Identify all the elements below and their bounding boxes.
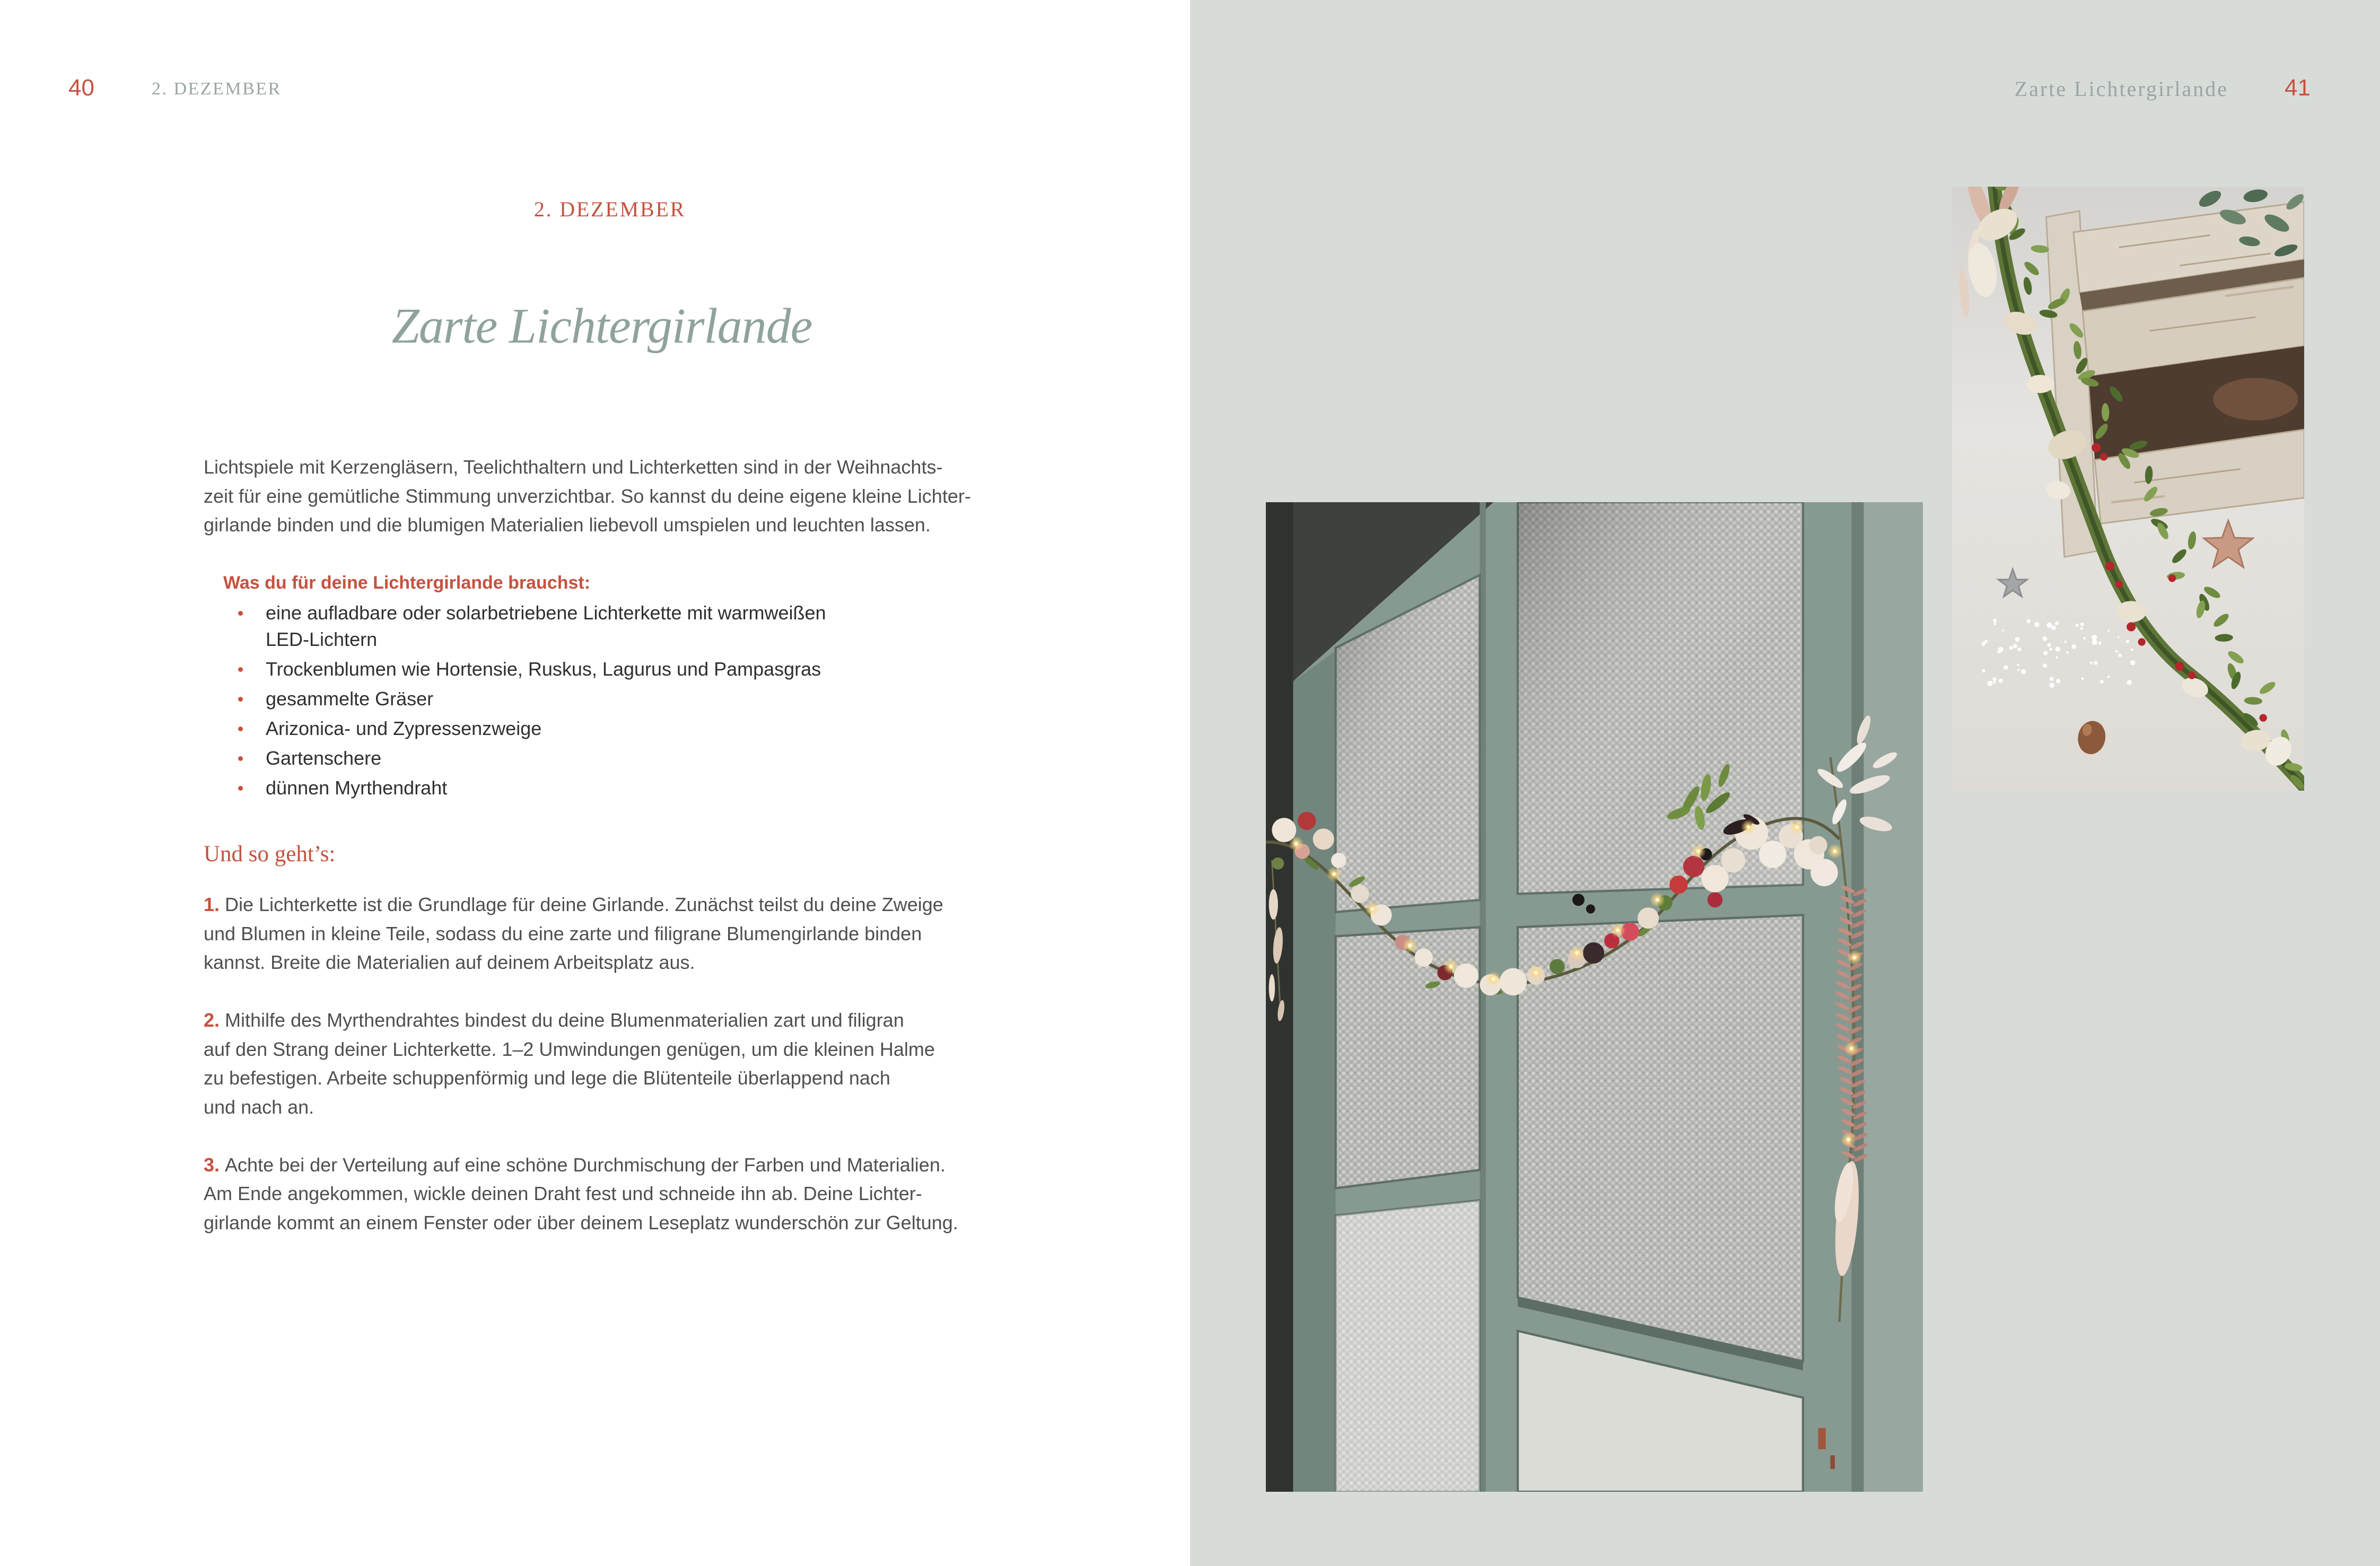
white-flake — [2107, 676, 2110, 678]
garland-flower — [1701, 865, 1729, 893]
white-flake — [1993, 681, 1996, 684]
right-page — [1190, 0, 2380, 1566]
step-line: girlande kommt an einem Fenster oder über deinem Leseplatz wunderschön zur Geltung. — [204, 1211, 958, 1233]
instruction-step — [204, 1151, 958, 1238]
white-flake — [2092, 640, 2097, 645]
list-item-text — [266, 686, 433, 712]
garland-flower — [1586, 904, 1595, 913]
list-item-line: gesammelte Gräser — [266, 688, 434, 710]
white-flake — [2092, 635, 2097, 640]
bullet-icon — [238, 686, 266, 712]
step-line — [204, 1151, 958, 1180]
white-flake — [2131, 649, 2133, 651]
white-flake — [2021, 669, 2026, 674]
fairy-light — [1795, 825, 1799, 829]
list-item — [238, 686, 826, 712]
instruction-step — [204, 890, 958, 977]
pampas-strand — [1269, 974, 1275, 1002]
date-heading: 2. DEZEMBER — [533, 197, 686, 221]
white-flake — [1994, 623, 1997, 625]
white-flake — [1982, 642, 1985, 645]
white-flake — [2076, 624, 2079, 627]
paint-chip — [1818, 1428, 1826, 1449]
white-flake — [2050, 648, 2052, 651]
running-head: 2. DEZEMBER — [152, 79, 282, 99]
crate-hay — [2213, 378, 2298, 421]
bullet-icon — [238, 775, 266, 801]
step-number: 1. — [204, 894, 220, 915]
white-flake — [2013, 644, 2017, 648]
red-berry — [2175, 662, 2184, 671]
step-line: auf den Strang deiner Lichterkette. 1–2 Umwindungen genügen, um die kleinen Halme — [204, 1038, 935, 1060]
white-flake — [2050, 677, 2053, 680]
list-item-text — [266, 745, 381, 772]
fairy-light — [1332, 872, 1336, 876]
white-flake — [1993, 619, 1997, 623]
intro-line: girlande binden und die blumigen Materialien liebevoll umspielen und leuchten lassen. — [204, 514, 931, 536]
red-berry — [2168, 574, 2176, 582]
red-berry — [2127, 622, 2136, 631]
white-flake — [2017, 669, 2019, 671]
red-berry — [2188, 671, 2195, 679]
white-flake — [2009, 646, 2013, 650]
intro-line: zeit für eine gemütliche Stimmung unverzichtbar. So kannst du deine eigene kleine Lichter- — [204, 485, 971, 507]
white-flake — [2072, 644, 2077, 649]
red-berry — [2092, 443, 2101, 452]
photo-window-garland — [1266, 502, 1923, 1492]
white-flake — [2043, 663, 2047, 668]
list-item-line: LED-Lichtern — [266, 628, 378, 650]
list-item — [238, 600, 826, 653]
white-flake — [2055, 622, 2058, 625]
garland-flower — [1810, 859, 1838, 887]
window-frame-left-stile — [1293, 651, 1336, 1492]
running-head: Zarte Lichtergirlande — [2014, 77, 2228, 101]
white-flake — [1988, 681, 1993, 686]
garland-flower — [1759, 841, 1787, 868]
page-number: 41 — [2285, 75, 2311, 101]
step-line: Am Ende angekommen, wickle deinen Draht fest und schneide ihn ab. Deine Lichter- — [204, 1183, 922, 1204]
step-number: 2. — [204, 1009, 220, 1031]
white-flake — [1997, 650, 2000, 653]
list-item — [238, 775, 826, 801]
white-flake — [1992, 677, 1996, 681]
red-berry — [2100, 453, 2107, 460]
white-flake — [2066, 651, 2069, 654]
fairy-light — [1534, 971, 1538, 975]
garland-flower — [2026, 375, 2054, 393]
step-number: 3. — [204, 1153, 220, 1176]
white-flake — [1982, 669, 1985, 673]
fairy-light — [1850, 1047, 1853, 1051]
white-flake — [2080, 623, 2084, 626]
list-item-text — [266, 775, 447, 801]
garland-flower — [1500, 968, 1527, 996]
fairy-light — [1294, 842, 1298, 846]
white-flake — [2055, 646, 2060, 651]
fairy-light — [1833, 850, 1837, 853]
white-flake — [2056, 679, 2060, 683]
garland-flower — [1298, 812, 1316, 830]
white-flake — [2090, 661, 2093, 664]
white-flake — [1984, 640, 1988, 643]
white-flake — [2042, 636, 2047, 641]
white-flake — [2003, 666, 2008, 670]
fairy-light — [1616, 929, 1620, 932]
white-flake — [2107, 630, 2110, 632]
step-line: zu befestigen. Arbeite schuppenförmig und lege die Blütenteile überlappend nach — [204, 1067, 890, 1089]
garland-flower — [1414, 948, 1432, 966]
bullet-icon — [238, 745, 266, 772]
step-line — [204, 1006, 958, 1035]
white-flake — [2118, 636, 2120, 638]
white-flake — [2125, 640, 2129, 643]
garland-flower — [1313, 828, 1334, 850]
frosted-pane — [1518, 915, 1803, 1361]
white-flake — [2002, 629, 2004, 631]
garland-flower — [1809, 836, 1827, 854]
pampas-strand — [1269, 889, 1278, 920]
intro-line: Lichtspiele mit Kerzengläsern, Teelichthaltern und Lichterketten sind in der Weihnachts- — [204, 456, 943, 478]
list-item-line: eine aufladbare oder solarbetriebene Lichterkette mit warmweißen — [266, 602, 826, 624]
garland-flower — [1583, 942, 1604, 964]
white-flake — [2094, 661, 2097, 664]
list-item-line: Trockenblumen wie Hortensie, Ruskus, Lagurus und Pampasgras — [266, 658, 821, 680]
step-line: und nach an. — [204, 1096, 314, 1118]
garland-flower — [1683, 856, 1704, 877]
red-berry — [2115, 581, 2123, 588]
garland-flower — [1550, 959, 1565, 974]
step-line: und Blumen in kleine Teile, sodass du eine zarte und filigrane Blumengirlande binden — [204, 922, 922, 944]
white-flake — [2043, 651, 2048, 655]
fairy-light — [1656, 898, 1659, 902]
pane-highlight — [1336, 1201, 1480, 1492]
list-item — [238, 656, 826, 683]
list-item-text — [266, 656, 821, 683]
fairy-light — [1747, 825, 1751, 829]
garland-flower — [1351, 885, 1369, 903]
white-flake — [2083, 637, 2086, 640]
photo-crate-garland — [1952, 187, 2304, 791]
paint-chip — [1830, 1455, 1835, 1469]
red-berry — [2138, 638, 2146, 645]
materials-heading: Was du für deine Lichtergirlande brauchst: — [223, 573, 591, 593]
white-flake — [2034, 622, 2040, 627]
fairy-light — [1492, 977, 1495, 981]
step-text: Mithilfe des Myrthendrahtes bindest du deine Blumenmaterialien zart und filigran — [225, 1009, 904, 1031]
white-flake — [2050, 683, 2055, 688]
white-flake — [2118, 654, 2121, 657]
list-item-text — [266, 715, 541, 742]
white-flake — [2051, 625, 2056, 630]
red-berry — [2105, 562, 2114, 571]
white-flake — [2081, 677, 2084, 680]
white-flake — [2064, 641, 2067, 643]
garland-flower — [1572, 894, 1585, 906]
red-berry — [2260, 714, 2267, 721]
bullet-icon — [238, 715, 266, 742]
white-flake — [2080, 627, 2083, 630]
fairy-light — [1847, 1138, 1850, 1142]
fairy-light — [1575, 951, 1579, 955]
step-line — [204, 890, 958, 920]
list-item — [238, 745, 826, 772]
white-flake — [2048, 643, 2051, 647]
instructions-heading: Und so geht’s: — [204, 842, 336, 867]
bullet-icon — [238, 600, 266, 626]
fairy-light — [1853, 956, 1857, 959]
list-item-line: dünnen Myrthendraht — [266, 777, 448, 799]
white-flake — [2127, 680, 2132, 685]
garland-flower — [1721, 848, 1745, 873]
white-flake — [2017, 664, 2019, 667]
instruction-step — [204, 1006, 958, 1122]
materials-list — [238, 600, 826, 804]
intro-paragraph — [204, 453, 971, 540]
white-flake — [2018, 648, 2022, 651]
list-item-text — [266, 600, 826, 653]
garland-flower — [1272, 858, 1284, 870]
white-flake — [1999, 679, 2003, 683]
list-item-line: Arizonica- und Zypressenzweige — [266, 718, 542, 739]
fairy-light — [1408, 943, 1412, 947]
white-flake — [2055, 657, 2058, 659]
white-flake — [2115, 650, 2118, 653]
white-flake — [2015, 637, 2020, 642]
white-flake — [2026, 619, 2031, 624]
step-line: kannst. Breite die Materialien auf deinem Arbeitsplatz aus. — [204, 951, 695, 973]
garland-flower — [1669, 876, 1687, 894]
garland-flower — [2116, 601, 2146, 622]
page-number: 40 — [68, 75, 94, 101]
white-flake — [2100, 680, 2104, 684]
page-title: Zarte Lichtergirlande — [391, 299, 812, 354]
white-flake — [2098, 642, 2102, 645]
garland-flower — [1638, 907, 1659, 929]
fairy-light — [1449, 965, 1453, 968]
garland-flower — [1331, 853, 1346, 868]
instruction-steps — [204, 890, 958, 1266]
list-item-line: Gartenschere — [266, 747, 382, 769]
list-item — [238, 715, 826, 742]
bullet-icon — [238, 656, 266, 683]
fairy-light — [1696, 850, 1700, 853]
white-flake — [2130, 660, 2135, 665]
garland-flower — [1708, 893, 1723, 908]
fairy-light — [1370, 907, 1374, 911]
white-flake — [2046, 623, 2052, 628]
step-text: Achte bei der Verteilung auf eine schöne Durchmischung der Farben und Materialien. — [225, 1153, 946, 1176]
step-text: Die Lichterkette ist die Grundlage für deine Girlande. Zunächst teilst du deine Zweige — [225, 894, 943, 915]
